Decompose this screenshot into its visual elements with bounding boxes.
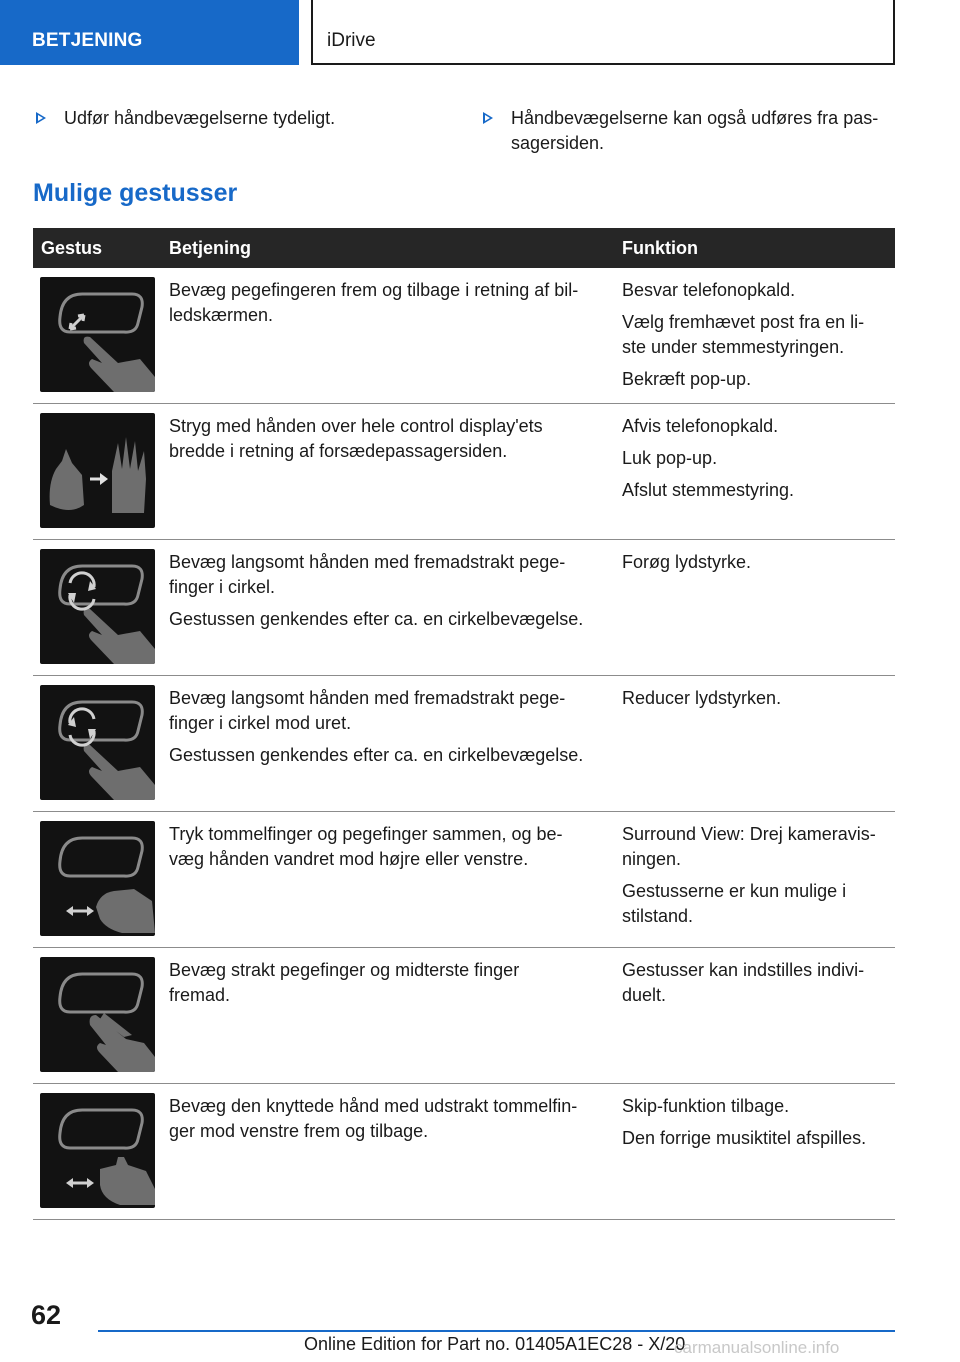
operation-text: Bevæg strakt pegefinger og midterste finger fremad. bbox=[169, 960, 520, 1005]
function-text: Gestusserne er kun mulige i stilstand. bbox=[622, 881, 847, 926]
operation-cell bbox=[169, 550, 609, 639]
table-row bbox=[33, 1084, 895, 1220]
function-text: Skip-funktion tilbage. bbox=[622, 1096, 790, 1116]
function-text: Forøg lydstyrke. bbox=[622, 552, 752, 572]
column-header-gesture: Gestus bbox=[41, 238, 103, 258]
chapter-tab bbox=[311, 0, 895, 65]
section-title: Mulige gestusser bbox=[33, 179, 238, 207]
page-number: 62 bbox=[31, 1300, 62, 1330]
gesture-table bbox=[33, 228, 895, 1220]
operation-cell bbox=[169, 958, 609, 1015]
function-cell bbox=[622, 550, 897, 582]
function-cell bbox=[622, 822, 897, 936]
table-row bbox=[33, 812, 895, 948]
watermark: carmanualsonline.info bbox=[674, 1338, 840, 1357]
function-text: Reducer lydstyrken. bbox=[622, 688, 782, 708]
function-cell bbox=[622, 686, 897, 718]
table-row bbox=[33, 540, 895, 676]
operation-text: Stryg med hånden over hele control display'ets bredde i retning af forsædepassagersiden. bbox=[169, 416, 543, 461]
triangle-bullet-icon bbox=[36, 112, 46, 124]
function-text: Luk pop-up. bbox=[622, 448, 718, 468]
table-body bbox=[33, 268, 895, 1220]
function-text: Surround View: Drej kameravis- ningen. bbox=[622, 824, 876, 869]
operation-cell bbox=[169, 414, 609, 471]
bullet-text: Udfør håndbevægelserne tydeligt. bbox=[64, 108, 336, 128]
section-label: BETJENING bbox=[32, 30, 143, 51]
function-text: Gestusser kan indstilles indivi- duelt. bbox=[622, 960, 865, 1005]
function-text: Bekræft pop-up. bbox=[622, 369, 752, 389]
table-row bbox=[33, 948, 895, 1084]
footer-rule bbox=[98, 1330, 895, 1332]
operation-text: Bevæg den knyttede hånd med udstrakt tommelfin- ger mod venstre frem og tilbage. bbox=[169, 1096, 578, 1141]
operation-cell bbox=[169, 278, 609, 335]
operation-text: Bevæg langsomt hånden med fremadstrakt pege- finger i cirkel. bbox=[169, 552, 566, 597]
pinch-move-sideways-icon bbox=[40, 821, 155, 936]
function-cell bbox=[622, 1094, 897, 1158]
operation-cell bbox=[169, 686, 609, 775]
function-text: Afslut stemmestyring. bbox=[622, 480, 795, 500]
function-cell bbox=[622, 278, 897, 399]
finger-circle-counterclockwise-icon bbox=[40, 685, 155, 800]
triangle-bullet-icon bbox=[483, 112, 493, 124]
operation-text: Tryk tommelfinger og pegefinger sammen, og be- væg hånden vandret mod højre eller venstre. bbox=[169, 824, 563, 869]
operation-cell bbox=[169, 1094, 609, 1151]
fist-thumb-sideways-icon bbox=[40, 1093, 155, 1208]
bullet-text: Håndbevægelserne kan også udføres fra pas- sagersiden. bbox=[511, 108, 879, 153]
operation-cell bbox=[169, 822, 609, 879]
operation-note: Gestussen genkendes efter ca. en cirkelbevægelse. bbox=[169, 745, 584, 765]
column-header-function: Funktion bbox=[622, 238, 698, 258]
two-finger-forward-icon bbox=[40, 957, 155, 1072]
operation-text: Bevæg pegefingeren frem og tilbage i retning af bil- ledskærmen. bbox=[169, 280, 579, 325]
footer-edition: Online Edition for Part no. 01405A1EC28 - X/20 bbox=[304, 1334, 686, 1354]
function-text: Besvar telefonopkald. bbox=[622, 280, 796, 300]
operation-note: Gestussen genkendes efter ca. en cirkelbevægelse. bbox=[169, 609, 584, 629]
table-header bbox=[33, 228, 895, 268]
table-row bbox=[33, 268, 895, 404]
function-text: Afvis telefonopkald. bbox=[622, 416, 779, 436]
column-header-operation: Betjening bbox=[169, 238, 252, 258]
table-row bbox=[33, 404, 895, 540]
chapter-label: iDrive bbox=[327, 30, 376, 51]
function-text: Vælg fremhævet post fra en li- ste under stemmestyringen. bbox=[622, 312, 865, 357]
section-tab bbox=[0, 0, 299, 65]
hand-swipe-icon bbox=[40, 413, 155, 528]
function-cell bbox=[622, 958, 897, 1015]
finger-circle-clockwise-icon bbox=[40, 549, 155, 664]
function-text: Den forrige musiktitel afspilles. bbox=[622, 1128, 867, 1148]
table-row bbox=[33, 676, 895, 812]
operation-text: Bevæg langsomt hånden med fremadstrakt pege- finger i cirkel mod uret. bbox=[169, 688, 566, 733]
finger-forward-back-icon bbox=[40, 277, 155, 392]
function-cell bbox=[622, 414, 897, 510]
